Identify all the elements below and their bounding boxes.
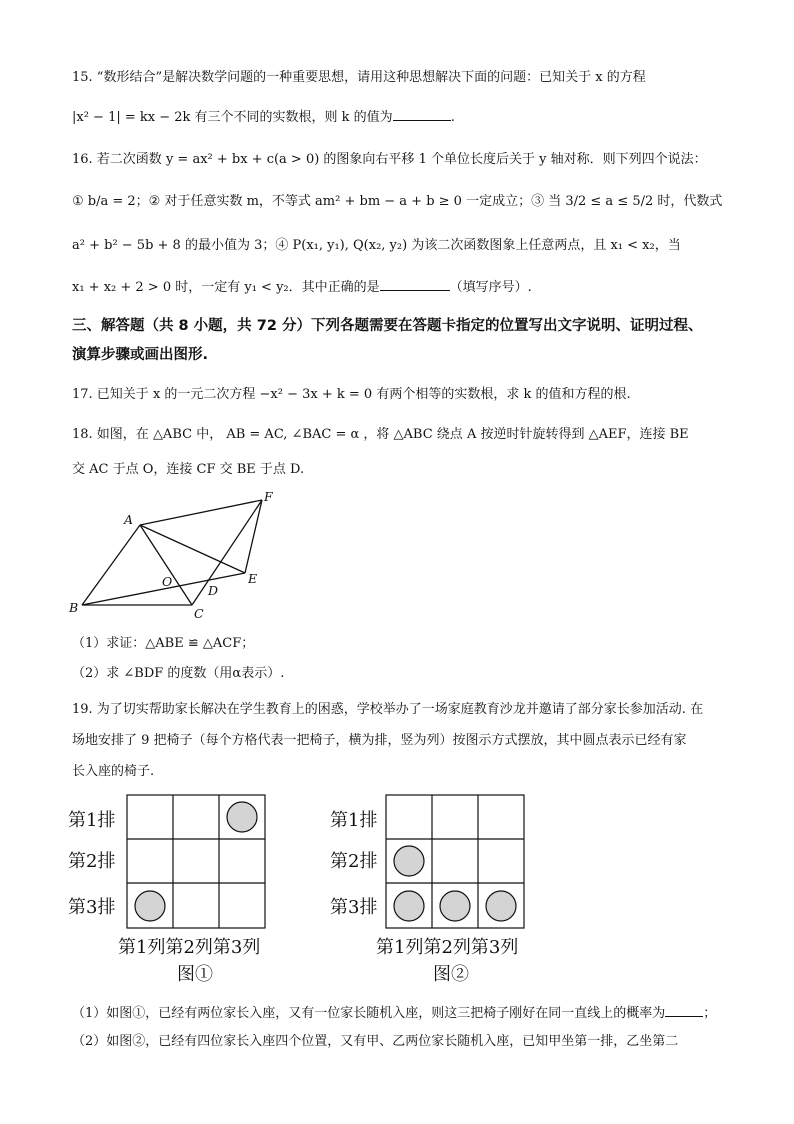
row-label-1: 第1排 (68, 810, 116, 831)
column-labels: 第1列第2列第3列 (118, 937, 261, 958)
figure-2-caption: 图② (433, 964, 469, 985)
occupied-seat-r3c1 (135, 891, 165, 921)
q15-answer-blank (393, 106, 451, 121)
occupied-seat-r3c3 (486, 891, 516, 921)
q16-line3: a² + b² − 5b + 8 的最小值为 3；④ P(x₁, y₁), Q(x₂, y₂) 为该二次函数图象上任意两点，且 x₁ < x₂，当 (72, 238, 681, 253)
q19-answer-blank (665, 1002, 703, 1017)
column-labels: 第1列第2列第3列 (376, 937, 519, 958)
q19-part1-end: ； (703, 1006, 717, 1021)
q19-part1-text: （1）如图①，已经有两位家长入座，又有一位家长随机入座，则这三把椅子刚好在同一直线上的概率为 (72, 1006, 666, 1021)
q18-line1: 18. 如图，在 △ABC 中， AB = AC, ∠BAC = α ，将 △ABC 绕点 A 按逆时针旋转得到 △AEF，连接 BE (72, 427, 689, 442)
q16-line4 (72, 276, 532, 298)
row-label-3: 第3排 (330, 897, 378, 918)
point-label-F: F (264, 489, 273, 504)
q16-line4-end: （填写序号）. (449, 280, 532, 295)
section3-heading-line2: 演算步骤或画出图形. (72, 347, 209, 363)
occupied-seat-r1c3 (227, 802, 257, 832)
segment-AB (82, 525, 140, 605)
q16-line1: 16. 若二次函数 y = ax² + bx + c(a > 0) 的图象向右平移 1 个单位长度后关于 y 轴对称．则下列四个说法： (72, 152, 707, 167)
q15-line2-end: . (450, 110, 455, 125)
point-label-A: A (124, 512, 134, 527)
segment-EF (245, 500, 262, 573)
point-label-E: E (248, 571, 258, 586)
q19-line1: 19. 为了切实帮助家长解决在学生教育上的困惑，学校举办了一场家庭教育沙龙并邀请了部分家长参加活动. 在 (72, 702, 704, 717)
occupied-seat-r2c1 (394, 846, 424, 876)
q18-part1: （1）求证：△ABE ≌ △ACF； (72, 636, 255, 651)
q15-line2 (72, 106, 455, 128)
q15-line1: 15. “数形结合”是解决数学问题的一种重要思想，请用这种思想解决下面的问题：已知关于 x 的方程 (72, 70, 646, 85)
q19-line3: 长入座的椅子. (72, 764, 155, 779)
seat-grid-figure-2 (322, 790, 602, 990)
q17-line1: 17. 已知关于 x 的一元二次方程 −x² − 3x + k = 0 有两个相等的实数根，求 k 的值和方程的根. (72, 387, 631, 402)
row-label-2: 第2排 (68, 851, 116, 872)
q18-line2: 交 AC 于点 O，连接 CF 交 BE 于点 D. (72, 462, 305, 477)
point-label-C: C (194, 606, 204, 621)
point-label-O: O (162, 574, 173, 589)
point-label-D: D (208, 583, 219, 598)
occupied-seat-r3c2 (440, 891, 470, 921)
segment-CF (192, 500, 262, 605)
q15-line2-text: |x² − 1| = kx − 2k 有三个不同的实数根，则 k 的值为 (72, 110, 393, 125)
q16-line4-text: x₁ + x₂ + 2 > 0 时，一定有 y₁ < y₂．其中正确的是 (72, 280, 380, 295)
q18-geometry-figure (0, 488, 794, 628)
q16-line2: ① b/a = 2；② 对于任意实数 m，不等式 am² + bm − a + b ≥ 0 一定成立；③ 当 3/2 ≤ a ≤ 5/2 时，代数式 (72, 194, 723, 209)
segment-AF (140, 500, 262, 525)
q19-part1 (72, 1002, 716, 1024)
occupied-seat-r3c1 (394, 891, 424, 921)
row-label-1: 第1排 (330, 810, 378, 831)
seat-grid-figure-1 (60, 790, 340, 990)
row-label-2: 第2排 (330, 851, 378, 872)
q19-line2: 场地安排了 9 把椅子（每个方格代表一把椅子，横为排，竖为列）按图示方式摆放，其中圆点表示已经有家 (72, 733, 687, 748)
section3-heading-line1: 三、解答题（共 8 小题，共 72 分）下列各题需要在答题卡指定的位置写出文字说明、证明过程、 (72, 318, 703, 334)
figure-1-caption: 图① (177, 964, 213, 985)
row-label-3: 第3排 (68, 897, 116, 918)
q16-answer-blank (380, 276, 450, 291)
point-label-B: B (69, 600, 79, 615)
q18-part2: （2）求 ∠BDF 的度数（用α表示）. (72, 666, 285, 681)
q19-part2: （2）如图②，已经有四位家长入座四个位置，又有甲、乙两位家长随机入座，已知甲坐第一排，乙坐第二 (72, 1034, 679, 1049)
